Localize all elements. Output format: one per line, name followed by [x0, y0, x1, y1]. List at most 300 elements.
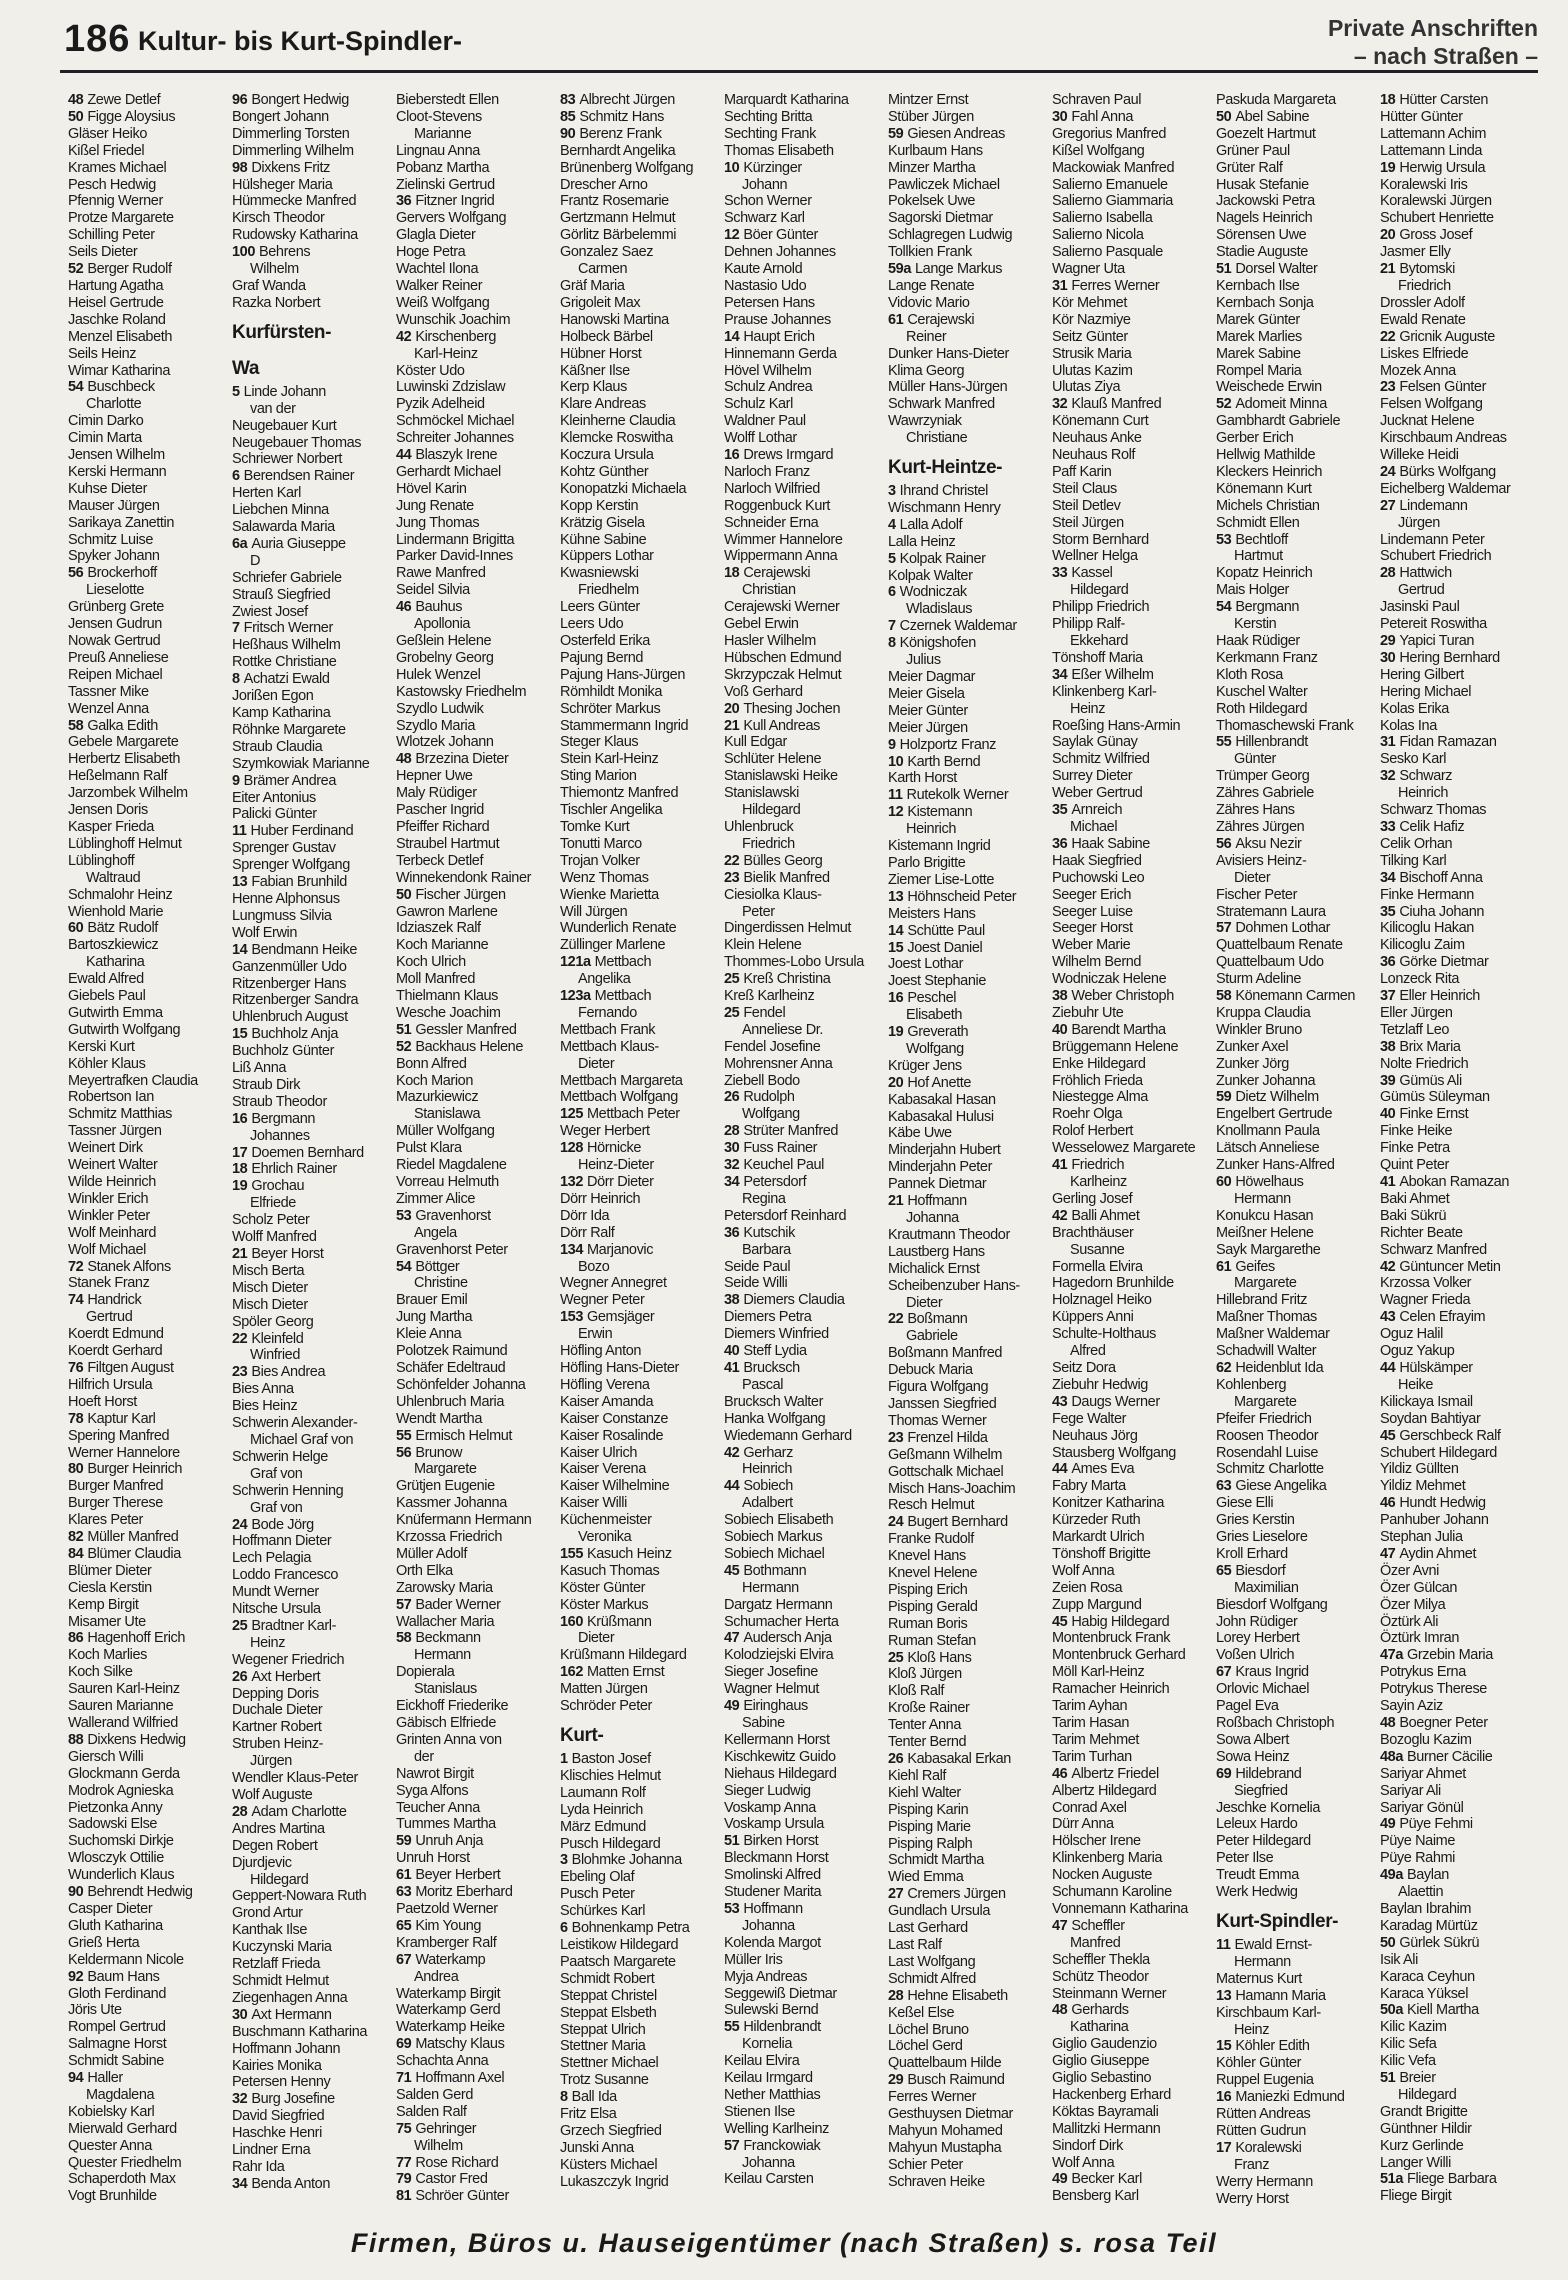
resident-name: Ruman Boris — [888, 1615, 968, 1632]
resident-entry — [888, 973, 1048, 990]
resident-name: Meyertrafken Claudia — [68, 1072, 198, 1089]
resident-name: Heidenblut Ida — [1235, 1359, 1324, 1376]
resident-name: Engelbert Gertrude — [1216, 1106, 1333, 1123]
resident-name: Schaperdoth Max — [68, 2171, 176, 2188]
house-number: 134 — [560, 1241, 583, 1258]
resident-entry — [1216, 244, 1376, 261]
resident-name: Könemann Curt — [1052, 413, 1149, 430]
resident-entry — [396, 1935, 556, 1952]
resident-entry — [1216, 396, 1376, 413]
resident-name: Roth Hildegard — [1216, 700, 1308, 717]
resident-name: Schubert Henriette — [1380, 210, 1494, 227]
resident-name: Pannek Dietmar — [888, 1176, 987, 1193]
resident-name: Konopatzki Michaela — [560, 480, 687, 497]
resident-name: Mettbach — [594, 988, 652, 1005]
resident-name: Gräf Maria — [560, 277, 625, 294]
resident-name: Hübschen Edmund — [724, 649, 842, 666]
resident-entry — [1380, 887, 1540, 904]
resident-entry — [888, 126, 1048, 143]
house-number: 16 — [888, 990, 904, 1007]
resident-name: Waterkamp Heike — [396, 2019, 505, 2036]
resident-entry — [560, 1445, 720, 1462]
resident-entry — [560, 1802, 720, 1819]
resident-name: Alaettin — [1398, 1884, 1444, 1901]
resident-entry — [724, 312, 884, 329]
resident-name: Scheffler Thekla — [1052, 1951, 1150, 1968]
resident-name: Gambhardt Gabriele — [1216, 413, 1341, 430]
house-number: 30 — [724, 1140, 740, 1157]
resident-name: Ewald Renate — [1380, 311, 1466, 328]
resident-entry — [1380, 937, 1540, 954]
house-number: 44 — [1380, 1359, 1396, 1376]
house-number: 19 — [888, 1024, 904, 1041]
resident-entry — [888, 1734, 1048, 1751]
resident-entry — [1052, 1681, 1212, 1698]
resident-name: Hövel Karin — [396, 480, 467, 497]
resident-name: Schmitz Hans — [579, 108, 664, 125]
resident-name: Haak Siegfried — [1052, 852, 1142, 869]
resident-entry — [232, 1263, 392, 1280]
resident-entry — [1380, 599, 1540, 616]
resident-entry — [1380, 2171, 1540, 2188]
resident-entry-continued — [396, 2138, 556, 2155]
resident-name: Ermisch Helmut — [415, 1427, 513, 1444]
resident-name: Koerdt Gerhard — [68, 1343, 163, 1360]
resident-name: Blohmke Johanna — [571, 1852, 682, 1869]
resident-entry-continued — [724, 1242, 884, 1259]
resident-entry-continued — [232, 401, 392, 418]
resident-entry — [68, 447, 228, 464]
resident-name: Uhlenbruch Maria — [396, 1393, 505, 1410]
resident-entry — [888, 1971, 1048, 1988]
resident-entry — [396, 548, 556, 565]
resident-name: Wendler Klaus-Peter — [232, 1770, 358, 1787]
resident-entry — [1380, 1259, 1540, 1276]
resident-entry — [888, 770, 1048, 787]
resident-name: Dimmerling Wilhelm — [232, 142, 354, 159]
resident-name: Ruman Stefan — [888, 1632, 976, 1649]
resident-name: Keilau Elvira — [724, 2053, 800, 2070]
resident-name: Bendmann Heike — [251, 941, 357, 958]
resident-entry — [1052, 1377, 1212, 1394]
resident-name: Heinrich — [1398, 785, 1448, 802]
resident-name: Geifes — [1235, 1258, 1275, 1275]
resident-entry — [724, 1259, 884, 1276]
resident-name: Kull Andreas — [743, 717, 820, 734]
resident-entry-continued — [1052, 633, 1212, 650]
resident-name: Vorreau Helmuth — [396, 1174, 499, 1190]
resident-name: Koczura Ursula — [560, 447, 654, 464]
resident-name: Heinrich — [742, 1461, 792, 1478]
resident-entry — [232, 2058, 392, 2075]
resident-name: Zunker Jörg — [1216, 1055, 1289, 1072]
resident-entry — [1380, 633, 1540, 650]
resident-entry — [724, 1123, 884, 1140]
resident-name: Joest Lothar — [888, 956, 963, 973]
resident-name: Weinert Dirk — [68, 1140, 143, 1157]
resident-name: Tonutti Marco — [560, 835, 642, 852]
resident-entry — [1380, 2002, 1540, 2019]
house-number: 15 — [232, 1026, 248, 1043]
resident-entry — [1052, 1225, 1212, 1242]
resident-name: Sowa Heinz — [1216, 1748, 1290, 1765]
resident-name: Gerber Erich — [1216, 430, 1294, 447]
resident-name: Nastasio Udo — [724, 277, 807, 294]
resident-name: Lange Markus — [915, 261, 1003, 278]
resident-entry — [1052, 1191, 1212, 1208]
resident-name: Sauren Marianne — [68, 1698, 174, 1715]
resident-entry-continued — [724, 904, 884, 921]
resident-name: Grütjen Eugenie — [396, 1478, 495, 1495]
resident-name: Hoffmann Axel — [415, 2070, 505, 2087]
resident-entry — [232, 193, 392, 210]
resident-entry — [560, 1478, 720, 1495]
resident-entry — [560, 1698, 720, 1715]
resident-name: Müller Hans-Jürgen — [888, 379, 1008, 396]
resident-name: Czernek Waldemar — [899, 618, 1017, 635]
resident-entry-continued — [1380, 582, 1540, 599]
house-number: 23 — [232, 1364, 248, 1381]
resident-entry — [724, 1563, 884, 1580]
resident-name: Ulutas Kazim — [1052, 362, 1133, 379]
resident-name: Schachta Anna — [396, 2053, 489, 2070]
resident-name: Haller — [87, 2070, 123, 2087]
resident-entry — [1216, 667, 1376, 684]
resident-name: Ewald Ernst- — [1234, 1936, 1312, 1953]
resident-name: Wlotzek Johann — [396, 734, 494, 751]
resident-entry — [396, 751, 556, 768]
resident-entry — [560, 1343, 720, 1360]
resident-name: Elisabeth — [906, 1007, 963, 1024]
resident-name: Gäbisch Elfriede — [396, 1715, 496, 1731]
resident-entry — [1052, 413, 1212, 430]
resident-name: Gravenhorst Peter — [396, 1241, 508, 1258]
resident-entry — [1216, 413, 1376, 430]
house-number: 38 — [1380, 1038, 1396, 1055]
resident-entry — [888, 804, 1048, 821]
resident-entry — [560, 1971, 720, 1988]
resident-entry-continued — [724, 2155, 884, 2172]
house-number: 61 — [1216, 1258, 1232, 1275]
resident-name: Sobiech Elisabeth — [724, 1512, 834, 1529]
resident-name: Steil Jürgen — [1052, 514, 1124, 531]
resident-name: Lätsch Anneliese — [1216, 1140, 1320, 1157]
house-number: 14 — [888, 922, 904, 939]
resident-name: Kirschenberg — [415, 328, 496, 345]
house-number: 10 — [724, 159, 740, 176]
house-number: 28 — [232, 1803, 248, 1820]
resident-name: Günter — [1234, 751, 1276, 768]
resident-entry — [888, 686, 1048, 703]
resident-name: Tassner Jürgen — [68, 1123, 162, 1140]
resident-entry — [232, 959, 392, 976]
resident-entry — [560, 1852, 720, 1869]
house-number: 59a — [888, 261, 911, 278]
house-number: 7 — [888, 618, 896, 635]
resident-entry — [888, 1109, 1048, 1126]
resident-name: Gertzmann Helmut — [560, 210, 676, 227]
resident-entry-continued — [232, 1753, 392, 1770]
resident-name: Parlo Brigitte — [888, 854, 966, 871]
resident-name: Gümüs Süleyman — [1380, 1089, 1490, 1106]
resident-entry — [1380, 210, 1540, 227]
resident-name: Salden Gerd — [396, 2086, 474, 2103]
resident-name: Köster Markus — [560, 1596, 649, 1613]
resident-name: Karth Horst — [888, 770, 957, 787]
resident-name: Wunschik Joachim — [396, 311, 511, 328]
resident-entry — [1216, 430, 1376, 447]
resident-entry — [1216, 954, 1376, 971]
resident-name: Scheffler — [1071, 1917, 1125, 1934]
resident-name: Gertrud — [86, 1309, 133, 1326]
resident-entry — [1216, 363, 1376, 380]
resident-entry — [68, 1749, 228, 1766]
resident-name: Grieß Herta — [68, 1934, 140, 1951]
resident-name: Wesche Joachim — [396, 1004, 501, 1021]
resident-entry — [1216, 2106, 1376, 2123]
resident-entry — [1052, 1833, 1212, 1850]
resident-name: Fendel Josefine — [724, 1038, 821, 1055]
resident-entry — [1216, 937, 1376, 954]
resident-entry — [396, 1259, 556, 1276]
resident-name: Angelika — [578, 971, 631, 988]
resident-name: Mallitzki Hermann — [1052, 2120, 1161, 2137]
resident-name: Ganzenmüller Udo — [232, 958, 347, 975]
resident-name: Höfling Anton — [560, 1343, 642, 1360]
house-number: 50 — [68, 108, 84, 125]
resident-name: Diemers Petra — [724, 1309, 812, 1326]
resident-name: Beyer Horst — [251, 1246, 324, 1262]
resident-name: Manfred — [1070, 1934, 1121, 1951]
resident-name: Pascal — [742, 1376, 784, 1393]
resident-name: Kischkewitz Guido — [724, 1748, 836, 1765]
resident-name: Dürr Anna — [1052, 1816, 1114, 1833]
resident-entry — [1052, 1901, 1212, 1918]
resident-name: Könemann Carmen — [1235, 988, 1356, 1005]
resident-entry-continued — [68, 396, 228, 413]
resident-entry — [1052, 1039, 1212, 1056]
resident-entry — [232, 1804, 392, 1821]
resident-entry — [888, 720, 1048, 737]
resident-name: Lyda Heinrich — [560, 1801, 643, 1818]
resident-name: Zarowsky Maria — [396, 1579, 493, 1596]
resident-name: Kaiser Constanze — [560, 1410, 669, 1427]
resident-entry — [560, 2038, 720, 2055]
resident-entry — [396, 2104, 556, 2121]
resident-entry — [888, 906, 1048, 923]
resident-entry — [724, 2087, 884, 2104]
resident-name: Steil Claus — [1052, 480, 1117, 497]
resident-name: Grzech Siegfried — [560, 2122, 662, 2139]
resident-entry — [1052, 1715, 1212, 1732]
resident-entry — [68, 1952, 228, 1969]
resident-entry — [68, 2002, 228, 2019]
resident-entry — [560, 1411, 720, 1428]
resident-entry — [68, 718, 228, 735]
resident-entry — [68, 1478, 228, 1495]
resident-name: Bugert Bernhard — [907, 1514, 1008, 1531]
resident-name: Maternus Kurt — [1216, 1970, 1302, 1987]
resident-entry — [1052, 1884, 1212, 1901]
resident-name: Pascher Ingrid — [396, 802, 484, 819]
resident-name: Hildenbrandt — [743, 2019, 821, 2036]
resident-name: Boegner Peter — [1399, 1715, 1488, 1731]
resident-name: Hölscher Irene — [1052, 1833, 1141, 1850]
house-number: 51 — [1380, 2070, 1396, 2087]
resident-entry-continued — [232, 1128, 392, 1145]
house-number: 20 — [888, 1074, 904, 1091]
resident-entry — [68, 1343, 228, 1360]
directory-column-8 — [1216, 92, 1376, 2220]
resident-name: Quester Anna — [68, 2137, 152, 2154]
resident-entry — [1052, 261, 1212, 278]
resident-name: Heinrich — [906, 821, 956, 838]
resident-name: Nolte Friedrich — [1380, 1055, 1469, 1072]
resident-entry-continued — [1052, 819, 1212, 836]
resident-entry — [724, 193, 884, 210]
resident-entry-continued — [232, 1872, 392, 1889]
house-number: 23 — [724, 869, 740, 886]
resident-entry — [724, 1614, 884, 1631]
resident-name: Kilicoglu Hakan — [1380, 920, 1474, 937]
resident-name: Fuss Rainer — [743, 1140, 818, 1157]
resident-name: Heisel Gertrude — [68, 294, 164, 311]
resident-entry — [724, 1664, 884, 1681]
resident-entry — [68, 1816, 228, 1833]
resident-entry — [560, 363, 720, 380]
resident-name: Biesdorf — [1235, 1562, 1286, 1579]
resident-entry-continued — [232, 1466, 392, 1483]
resident-name: Neuhaus Jörg — [1052, 1427, 1138, 1444]
resident-entry — [1052, 785, 1212, 802]
resident-entry — [888, 1447, 1048, 1464]
resident-name: Pfeifer Friedrich — [1216, 1410, 1312, 1427]
resident-name: Dimmerling Torsten — [232, 125, 350, 142]
resident-name: Erwin — [578, 1326, 613, 1343]
resident-name: Steff Lydia — [743, 1343, 807, 1360]
resident-entry — [724, 1478, 884, 1495]
resident-name: Kohlenberg — [1216, 1376, 1287, 1393]
resident-name: Smolinski Alfred — [724, 1867, 821, 1884]
resident-name: Richter Beate — [1380, 1224, 1463, 1241]
header-rule — [60, 70, 1538, 73]
resident-name: Balli Ahmet — [1071, 1207, 1140, 1224]
resident-name: Michael — [1070, 818, 1118, 835]
resident-name: Tönshoff Brigitte — [1052, 1545, 1151, 1562]
resident-entry — [232, 1111, 392, 1128]
resident-name: Werner Hannelore — [68, 1444, 180, 1461]
resident-name: Stammermann Ingrid — [560, 717, 689, 734]
resident-name: Liebchen Minna — [232, 502, 329, 519]
resident-entry — [1216, 1377, 1376, 1394]
resident-entry — [888, 1396, 1048, 1413]
resident-name: Backhaus Helene — [415, 1038, 524, 1055]
resident-entry — [724, 1986, 884, 2003]
resident-entry — [68, 1901, 228, 1918]
resident-name: Schmitz Matthias — [68, 1106, 172, 1123]
resident-name: Quester Friedhelm — [68, 2154, 182, 2171]
resident-entry — [68, 2188, 228, 2205]
resident-name: Köktas Bayramali — [1052, 2103, 1159, 2120]
resident-entry — [1380, 2155, 1540, 2172]
resident-name: Marek Marlies — [1216, 328, 1302, 345]
resident-entry — [1216, 2174, 1376, 2191]
resident-name: Seitz Günter — [1052, 328, 1128, 345]
resident-entry — [1052, 2104, 1212, 2121]
resident-entry — [1380, 532, 1540, 549]
resident-name: Resch Helmut — [888, 1497, 975, 1514]
resident-name: Gabriele — [906, 1328, 958, 1345]
resident-entry — [232, 2125, 392, 2142]
resident-entry — [1052, 329, 1212, 346]
resident-entry — [1052, 1867, 1212, 1884]
resident-entry — [1380, 1698, 1540, 1715]
resident-entry — [560, 1140, 720, 1157]
resident-entry — [1216, 261, 1376, 278]
resident-name: Hepner Uwe — [396, 768, 473, 785]
resident-entry — [1216, 329, 1376, 346]
resident-name: Wilhelm — [250, 261, 299, 278]
resident-entry — [724, 1647, 884, 1664]
house-number: 58 — [396, 1630, 412, 1647]
resident-name: Käbe Uwe — [888, 1125, 952, 1142]
resident-entry — [68, 1157, 228, 1174]
resident-name: Apollonia — [414, 616, 471, 633]
house-number: 47 — [1380, 1545, 1396, 1562]
resident-entry — [888, 1565, 1048, 1582]
resident-entry — [560, 1920, 720, 1937]
house-number: 44 — [1052, 1461, 1068, 1478]
resident-entry — [1052, 2188, 1212, 2205]
resident-name: Sayk Margarethe — [1216, 1241, 1321, 1258]
resident-entry — [560, 1360, 720, 1377]
resident-entry — [1216, 650, 1376, 667]
resident-name: Marjanovic — [587, 1241, 654, 1258]
resident-entry — [68, 329, 228, 346]
resident-name: Eller Heinrich — [1399, 988, 1480, 1005]
resident-name: Tarim Hasan — [1052, 1715, 1129, 1731]
resident-entry — [1380, 1783, 1540, 1800]
resident-entry — [396, 937, 556, 954]
resident-name: Liskes Elfriede — [1380, 345, 1469, 362]
resident-entry-continued — [1216, 2022, 1376, 2039]
resident-entry — [1380, 177, 1540, 194]
resident-name: Fabry Marta — [1052, 1478, 1126, 1495]
resident-entry — [68, 1647, 228, 1664]
resident-name: Lüblinghoff — [68, 852, 135, 869]
resident-name: der — [414, 1748, 434, 1765]
resident-name: Meier Jürgen — [888, 719, 968, 736]
resident-entry — [396, 329, 556, 346]
resident-name: Joest Daniel — [907, 939, 983, 956]
resident-name: Handrick — [87, 1292, 142, 1309]
resident-entry — [1216, 2038, 1376, 2055]
page-header — [0, 0, 1568, 80]
resident-name: Mahyun Mustapha — [888, 2139, 1002, 2156]
resident-name: Röhnke Margarete — [232, 721, 346, 738]
resident-entry — [232, 722, 392, 739]
resident-name: Roßbach Christoph — [1216, 1715, 1335, 1731]
resident-entry — [888, 1362, 1048, 1379]
resident-entry — [1216, 1259, 1376, 1276]
resident-entry — [396, 244, 556, 261]
resident-name: Ritzenberger Hans — [232, 975, 347, 992]
house-number: 160 — [560, 1613, 583, 1630]
resident-entry — [888, 737, 1048, 754]
resident-entry — [396, 447, 556, 464]
resident-name: Fege Walter — [1052, 1410, 1127, 1427]
resident-entry — [68, 667, 228, 684]
